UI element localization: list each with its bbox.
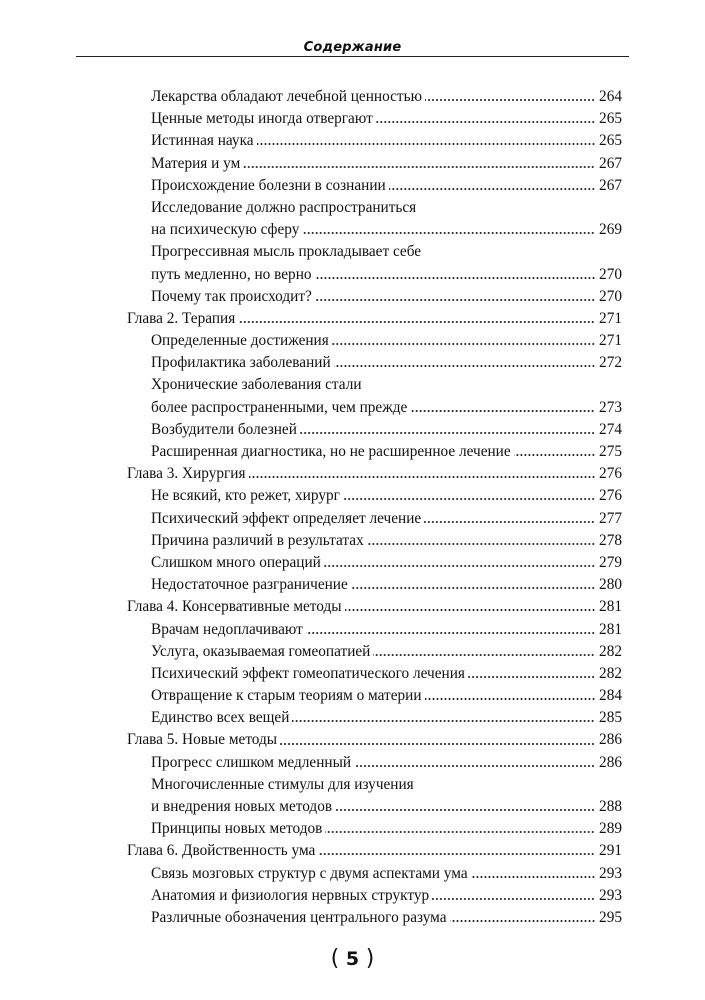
toc-title: Расширенная диагностика, но не расширенное лечение bbox=[151, 443, 511, 460]
toc-entry-row bbox=[0, 108, 705, 130]
toc-entry-row bbox=[0, 574, 705, 596]
toc-entry-row bbox=[0, 641, 705, 663]
toc-dot-leader bbox=[238, 317, 595, 327]
toc-title: Глава 2. Терапия bbox=[127, 309, 236, 327]
toc-page-number: 276 bbox=[599, 487, 622, 505]
toc-dot-leader bbox=[425, 95, 595, 105]
toc-line bbox=[151, 175, 622, 197]
toc-page-number: 277 bbox=[599, 509, 622, 527]
toc-line bbox=[151, 330, 622, 352]
toc-title: Исследование должно распространиться bbox=[151, 198, 417, 216]
toc-page-number: 273 bbox=[599, 398, 622, 416]
toc-dot-leader bbox=[514, 450, 595, 460]
page-number-close-paren: ) bbox=[365, 946, 375, 971]
toc-line bbox=[151, 508, 622, 530]
toc-entry-row bbox=[0, 508, 705, 530]
toc-title: Не всякий, кто режет, хирург bbox=[151, 487, 340, 505]
toc-line bbox=[151, 197, 622, 219]
toc-chapter-row bbox=[0, 840, 705, 862]
toc-page-number: 272 bbox=[599, 354, 622, 372]
toc-page-number: 281 bbox=[599, 598, 622, 616]
toc-entry-row bbox=[0, 397, 705, 419]
toc-title: Глава 6. Двойственность ума bbox=[127, 842, 316, 860]
toc-line bbox=[151, 574, 622, 596]
toc-title: Различные обозначения центрального разума bbox=[151, 908, 447, 926]
toc-dot-leader bbox=[471, 872, 595, 882]
toc-entry-row bbox=[0, 530, 705, 552]
toc-dot-leader bbox=[300, 428, 595, 438]
toc-dot-leader bbox=[345, 605, 596, 615]
toc-line bbox=[151, 907, 622, 929]
toc-dot-leader bbox=[450, 916, 596, 926]
toc-line bbox=[127, 729, 622, 751]
toc-dot-leader bbox=[249, 472, 596, 482]
toc-entry-row bbox=[0, 552, 705, 574]
toc-title: Хронические заболевания стали bbox=[151, 376, 362, 394]
toc-dot-leader bbox=[376, 117, 595, 127]
toc-line bbox=[151, 352, 622, 374]
toc-entry-row bbox=[0, 197, 705, 219]
toc-title: Глава 5. Новые методы bbox=[127, 731, 278, 749]
toc-title: Истинная наука bbox=[151, 132, 254, 150]
toc-title: Определенные достижения bbox=[151, 332, 329, 350]
toc-title: на психическую сферу bbox=[151, 221, 300, 239]
toc-chapter-row bbox=[0, 729, 705, 751]
toc-dot-leader bbox=[432, 894, 595, 904]
toc-dot-leader bbox=[354, 761, 595, 771]
toc-line bbox=[151, 374, 622, 396]
toc-dot-leader bbox=[315, 273, 596, 283]
toc-page-number: 282 bbox=[599, 664, 622, 682]
toc-page-number: 295 bbox=[599, 908, 622, 926]
running-head bbox=[76, 38, 629, 57]
toc-title: Лекарства обладают лечебной ценностью bbox=[151, 88, 422, 105]
toc-title: Прогрессивная мысль прокладывает себе bbox=[151, 243, 422, 261]
toc-line bbox=[151, 885, 622, 907]
toc-entry-row bbox=[0, 219, 705, 241]
toc-line bbox=[151, 796, 622, 818]
running-head-title: Содержание bbox=[303, 40, 402, 55]
toc-title: Многочисленные стимулы для изучения bbox=[151, 775, 414, 793]
toc-dot-leader bbox=[318, 849, 595, 859]
toc-dot-leader bbox=[325, 827, 595, 837]
toc-page-number: 275 bbox=[599, 443, 622, 460]
toc-title: путь медленно, но верно bbox=[151, 265, 312, 283]
toc-title: Анатомия и физиология нервных структур bbox=[151, 886, 430, 904]
toc-dot-leader bbox=[424, 517, 595, 527]
toc-title: Врачам недоплачивают bbox=[151, 620, 303, 638]
page-number bbox=[0, 946, 705, 971]
toc-page-number: 267 bbox=[599, 154, 622, 172]
toc-line bbox=[127, 596, 622, 618]
toc-entry-row bbox=[0, 330, 705, 352]
toc-page-number: 267 bbox=[599, 176, 622, 194]
toc-page-number: 265 bbox=[599, 110, 622, 128]
toc-title: Психический эффект гомеопатического лечения bbox=[151, 664, 465, 682]
toc-entry-row bbox=[0, 752, 705, 774]
toc-dot-leader bbox=[373, 650, 595, 660]
toc-line bbox=[151, 863, 622, 885]
toc-dot-leader bbox=[292, 716, 595, 726]
toc-page-number: 288 bbox=[599, 798, 622, 815]
toc-entry-row bbox=[0, 130, 705, 152]
toc-dot-leader bbox=[468, 672, 595, 682]
toc-line bbox=[127, 463, 622, 485]
toc-dot-leader bbox=[351, 583, 595, 593]
toc-page-number: 270 bbox=[599, 287, 622, 305]
toc-dot-leader bbox=[243, 162, 595, 172]
toc-line bbox=[151, 264, 622, 286]
toc-dot-leader bbox=[306, 628, 595, 638]
toc-line bbox=[151, 397, 622, 419]
toc-line bbox=[151, 663, 622, 685]
toc-chapter-row bbox=[0, 308, 705, 330]
toc-page-number: 289 bbox=[599, 820, 622, 838]
toc-line bbox=[151, 419, 622, 441]
toc-dot-leader bbox=[324, 561, 595, 571]
toc-title: Психический эффект определяет лечение bbox=[151, 509, 422, 527]
toc-title: Происхождение болезни в сознании bbox=[151, 176, 386, 194]
toc-title: Слишком много операций bbox=[151, 553, 321, 571]
toc-line bbox=[151, 641, 622, 663]
toc-page-number: 282 bbox=[599, 642, 622, 660]
toc-title: Прогресс слишком медленный bbox=[151, 753, 352, 771]
toc-entry-row bbox=[0, 796, 705, 818]
toc-entry-row bbox=[0, 86, 705, 108]
toc-page-number: 285 bbox=[599, 709, 622, 727]
toc-entry-row bbox=[0, 374, 705, 396]
toc-title: Причина различий в результатах bbox=[151, 531, 364, 549]
toc-dot-leader bbox=[335, 805, 595, 815]
toc-line bbox=[151, 108, 622, 130]
toc-entry-row bbox=[0, 352, 705, 374]
toc-title: Материя и ум bbox=[151, 154, 241, 172]
toc-line bbox=[151, 685, 622, 707]
toc-line bbox=[151, 707, 622, 729]
toc-page-number: 280 bbox=[599, 576, 622, 594]
toc-entry-row bbox=[0, 863, 705, 885]
toc-page-number: 264 bbox=[599, 88, 622, 105]
toc-entry-row bbox=[0, 707, 705, 729]
toc-page-number: 278 bbox=[599, 531, 622, 549]
toc-dot-leader bbox=[389, 184, 595, 194]
toc-page-number: 271 bbox=[599, 332, 622, 350]
toc-entry-row bbox=[0, 907, 705, 929]
table-of-contents bbox=[0, 86, 705, 929]
toc-dot-leader bbox=[410, 406, 595, 416]
toc-dot-leader bbox=[343, 494, 595, 504]
toc-page-number: 270 bbox=[599, 265, 622, 283]
toc-chapter-row bbox=[0, 463, 705, 485]
page-number-open-paren: ( bbox=[330, 946, 340, 971]
toc-line bbox=[151, 86, 622, 108]
toc-entry-row bbox=[0, 153, 705, 175]
toc-dot-leader bbox=[425, 694, 596, 704]
toc-line bbox=[151, 552, 622, 574]
toc-line bbox=[151, 441, 622, 463]
toc-dot-leader bbox=[367, 539, 595, 549]
toc-entry-row bbox=[0, 774, 705, 796]
toc-line bbox=[151, 752, 622, 774]
toc-entry-row bbox=[0, 619, 705, 641]
toc-page-number: 271 bbox=[599, 309, 622, 327]
toc-entry-row bbox=[0, 419, 705, 441]
toc-line bbox=[127, 308, 622, 330]
page-number-value: 5 bbox=[345, 948, 360, 970]
toc-page-number: 281 bbox=[599, 620, 622, 638]
toc-page-number: 279 bbox=[599, 553, 622, 571]
toc-line bbox=[151, 530, 622, 552]
toc-page-number: 286 bbox=[599, 731, 622, 749]
toc-page-number: 269 bbox=[599, 221, 622, 239]
toc-line bbox=[151, 818, 622, 840]
toc-title: более распространенными, чем прежде bbox=[151, 398, 408, 416]
toc-title: Возбудители болезней bbox=[151, 420, 297, 438]
toc-line bbox=[127, 840, 622, 862]
toc-title: Глава 3. Хирургия bbox=[127, 465, 246, 483]
toc-dot-leader bbox=[257, 139, 595, 149]
toc-chapter-row bbox=[0, 596, 705, 618]
toc-entry-row bbox=[0, 818, 705, 840]
toc-entry-row bbox=[0, 885, 705, 907]
toc-line bbox=[151, 619, 622, 641]
toc-line bbox=[151, 130, 622, 152]
toc-line bbox=[151, 485, 622, 507]
toc-line bbox=[151, 241, 622, 263]
toc-dot-leader bbox=[302, 228, 595, 238]
toc-title: Единство всех вещей bbox=[151, 709, 290, 727]
toc-page-number: 291 bbox=[599, 842, 622, 860]
toc-page-number: 293 bbox=[599, 886, 622, 904]
toc-entry-row bbox=[0, 175, 705, 197]
toc-entry-row bbox=[0, 286, 705, 308]
toc-page-number: 276 bbox=[599, 465, 622, 483]
toc-page-number: 286 bbox=[599, 753, 622, 771]
toc-entry-row bbox=[0, 441, 705, 463]
toc-line bbox=[151, 219, 622, 241]
toc-page-number: 274 bbox=[599, 420, 622, 438]
toc-title: и внедрения новых методов bbox=[151, 798, 333, 815]
toc-dot-leader bbox=[332, 339, 595, 349]
toc-page-number: 284 bbox=[599, 687, 622, 705]
toc-entry-row bbox=[0, 485, 705, 507]
toc-dot-leader bbox=[280, 739, 595, 749]
toc-title: Принципы новых методов bbox=[151, 820, 323, 838]
toc-line bbox=[151, 774, 622, 796]
toc-dot-leader bbox=[315, 295, 595, 305]
toc-title: Услуга, оказываемая гомеопатией bbox=[151, 642, 371, 660]
toc-title: Почему так происходит? bbox=[151, 287, 312, 305]
toc-page-number: 293 bbox=[599, 864, 622, 882]
toc-page-number: 265 bbox=[599, 132, 622, 150]
toc-title: Связь мозговых структур с двумя аспектами ума bbox=[151, 864, 468, 882]
toc-title: Ценные методы иногда отвергают bbox=[151, 110, 373, 128]
toc-entry-row bbox=[0, 663, 705, 685]
toc-entry-row bbox=[0, 685, 705, 707]
toc-title: Отвращение к старым теориям о материи bbox=[151, 687, 422, 705]
toc-title: Профилактика заболеваний bbox=[151, 354, 331, 372]
toc-line bbox=[151, 153, 622, 175]
toc-dot-leader bbox=[334, 361, 595, 371]
toc-title: Недостаточное разграничение bbox=[151, 576, 348, 594]
toc-title: Глава 4. Консервативные методы bbox=[127, 598, 342, 616]
toc-entry-row bbox=[0, 241, 705, 263]
toc-entry-row bbox=[0, 264, 705, 286]
toc-line bbox=[151, 286, 622, 308]
